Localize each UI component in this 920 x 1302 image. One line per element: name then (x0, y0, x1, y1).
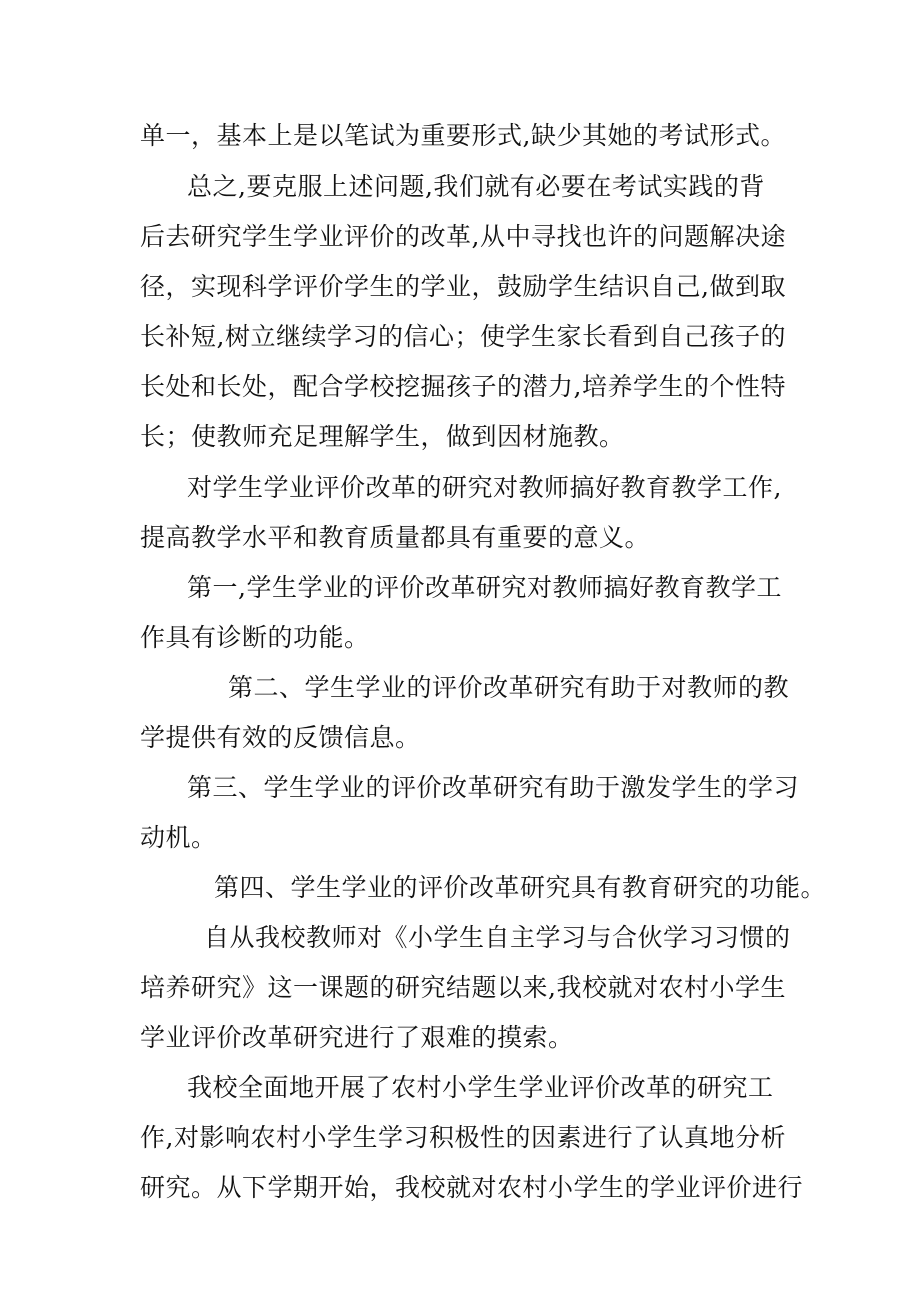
text-line: 长补短,树立继续学习的信心；使学生家长看到自己孩子的 (140, 322, 786, 351)
text-line: 作,对影响农村小学生学习积极性的因素进行了认真地分析 (140, 1123, 786, 1152)
text-line: 长处和长处，配合学校挖掘孩子的潜力,培养学生的个性特 (140, 372, 786, 401)
text-line: 学业评价改革研究进行了艰难的摸索。 (140, 1023, 574, 1052)
paragraph-first-line: 第四、学生学业的评价改革研究具有教育研究的功能。 (214, 873, 827, 902)
text-line: 径，实现科学评价学生的学业，鼓励学生结识自己,做到取 (140, 272, 786, 301)
paragraph-first-line: 第一,学生学业的评价改革研究对教师搞好教育教学工 (187, 573, 782, 602)
text-line: 动机。 (140, 823, 217, 852)
text-line: 长；使教师充足理解学生，做到因材施教。 (140, 422, 625, 451)
text-line: 提高教学水平和教育质量都具有重要的意义。 (140, 523, 651, 552)
text-line: 单一，基本上是以笔试为重要形式,缺少其她的考试形式。 (140, 121, 786, 150)
paragraph-first-line: 对学生学业评价改革的研究对教师搞好教育教学工作, (187, 473, 782, 502)
paragraph-first-line: 第三、学生学业的评价改革研究有助于激发学生的学习 (187, 773, 800, 802)
paragraph-first-line: 第二、学生学业的评价改革研究有助于对教师的教 (228, 673, 790, 702)
text-line: 研究。从下学期开始，我校就对农村小学生的学业评价进行 (140, 1173, 804, 1202)
text-line: 培养研究》这一课题的研究结题以来,我校就对农村小学生 (140, 973, 786, 1002)
paragraph-first-line: 我校全面地开展了农村小学生学业评价改革的研究工 (187, 1073, 774, 1102)
text-line: 学提供有效的反馈信息。 (140, 723, 421, 752)
paragraph-first-line: 总之,要克服上述问题,我们就有必要在考试实践的背 (187, 172, 765, 201)
text-line: 后去研究学生学业评价的改革,从中寻找也许的问题解决途 (140, 222, 786, 251)
paragraph-first-line: 自从我校教师对《小学生自主学习与合伙学习习惯的 (204, 923, 791, 952)
text-line: 作具有诊断的功能。 (140, 623, 370, 652)
